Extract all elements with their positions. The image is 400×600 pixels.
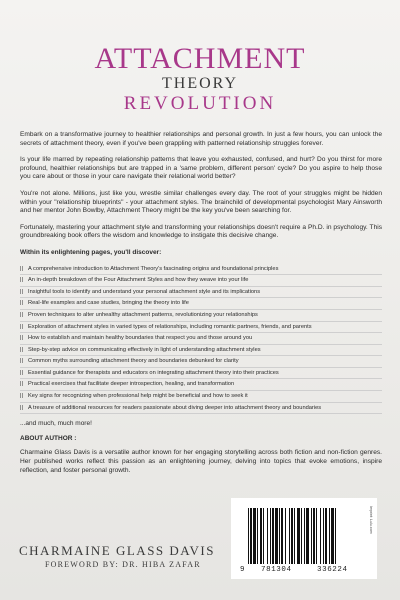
list-item (20, 368, 382, 380)
foreword-credit: FOREWORD BY: DR. HIBA ZAFAR (45, 560, 201, 569)
list-item-text: How to establish and maintain healthy boundaries that respect you and those around you (28, 335, 253, 342)
bullet-marker: || (20, 311, 23, 318)
bullet-marker: || (20, 358, 23, 365)
title-revolution: REVOLUTION (123, 93, 277, 114)
list-item-text: Exploration of attachment styles in varied types of relationships, including romantic partners, friends, and parents (28, 323, 312, 330)
intro-paragraph: Is your life marred by repeating relationship patterns that leave you exhausted, confused, and hurt? Do you thirst for more profound, healthier relationships but are trapped in a 'same problem, different person' cycle? Do you aspire to help those you care about or those in your care navigate their relational world better? (20, 156, 382, 181)
back-cover-body (20, 131, 382, 475)
list-item (20, 391, 382, 403)
list-item-text: Common myths surrounding attachment theory and boundaries debunked for clarity (28, 358, 239, 365)
about-text: Charmaine Glass Davis is a versatile author known for her engaging storytelling across both fiction and non-fiction genres. Her published works reflect this passion as an enlightening journey, delving into topics that evoke emotions, inspire reflection, and foster personal growth. (20, 449, 382, 474)
list-item (20, 275, 382, 287)
list-item (20, 356, 382, 368)
author-name: CHARMAINE GLASS DAVIS (19, 543, 215, 558)
feature-list (20, 264, 382, 415)
list-item (20, 322, 382, 334)
intro-paragraph: Embark on a transformative journey to healthier relationships and personal growth. In just a few hours, you can unlock the secrets of attachment theory, even if you've been grappling with patterned relationship struggles forever. (20, 131, 382, 147)
barcode-digits-left: 781304 (261, 566, 292, 574)
bullet-marker: || (20, 335, 23, 342)
list-item-text: An in-depth breakdown of the Four Attachment Styles and how they weave into your life (28, 277, 249, 284)
imprint-label: Imprint: Lulu.com (369, 506, 373, 534)
barcode-digit-lead: 9 (240, 566, 246, 574)
list-item-text: Step-by-step advice on communicating effectively in light of understanding attachment styles (28, 346, 261, 353)
bullet-marker: || (20, 288, 23, 295)
list-item-text: Insightful tools to identify and understand your personal attachment style and its implications (28, 288, 261, 295)
list-item-text: A treasure of additional resources for readers passionate about diving deeper into attachment theory and boundaries (28, 404, 322, 411)
list-item-text: Practical exercises that facilitate deeper introspection, healing, and transformation (28, 381, 235, 388)
bullet-marker: || (20, 323, 23, 330)
bullet-marker: || (20, 277, 23, 284)
more-text: ...and much, much more! (20, 420, 92, 428)
bullet-marker: || (20, 346, 23, 353)
list-item-text: Essential guidance for therapists and educators on integrating attachment theory into their practices (28, 369, 279, 376)
list-item (20, 403, 382, 415)
about-heading: ABOUT AUTHOR : (20, 434, 77, 442)
barcode (231, 498, 377, 579)
bullet-marker: || (20, 300, 23, 307)
intro-paragraph: You're not alone. Millions, just like you, wrestle similar challenges every day. The root of your struggles might be hidden within your "relationship blueprints" - your attachment styles. The brainchild of developmental psychologist Mary Ainsworth and her mentor John Bowlby, Attachment Theory might be the key you've been searching for. (20, 189, 382, 215)
list-item-text: Proven techniques to alter unhealthy attachment patterns, revolutionizing your relationships (28, 311, 258, 318)
barcode-digits-right: 336224 (317, 566, 348, 574)
bullet-marker: || (20, 404, 23, 411)
list-item (20, 298, 382, 310)
barcode-bars (231, 498, 377, 579)
intro-paragraph: Fortunately, mastering your attachment style and transforming your relationships doesn't require a Ph.D. in psychology. This groundbreaking book offers the wisdom and knowledge to instigate this decisive change. (20, 223, 382, 240)
title-attachment: ATTACHMENT (94, 42, 306, 75)
list-item-text: A comprehensive introduction to Attachment Theory's fascinating origins and foundational principles (28, 265, 279, 272)
list-item (20, 333, 382, 345)
bullet-marker: || (20, 381, 23, 388)
list-item (20, 310, 382, 322)
discover-heading: Within its enlightening pages, you'll discover: (20, 248, 162, 256)
list-item (20, 379, 382, 391)
list-item (20, 287, 382, 299)
bullet-marker: || (20, 369, 23, 376)
list-item (20, 264, 382, 276)
bullet-marker: || (20, 393, 23, 400)
bullet-marker: || (20, 265, 23, 272)
list-item (20, 345, 382, 357)
title-theory: THEORY (162, 75, 238, 92)
list-item-text: Real-life examples and case studies, bringing the theory into life (28, 300, 189, 307)
list-item-text: Key signs for recognizing when professional help might be beneficial and how to seek it (28, 393, 248, 400)
